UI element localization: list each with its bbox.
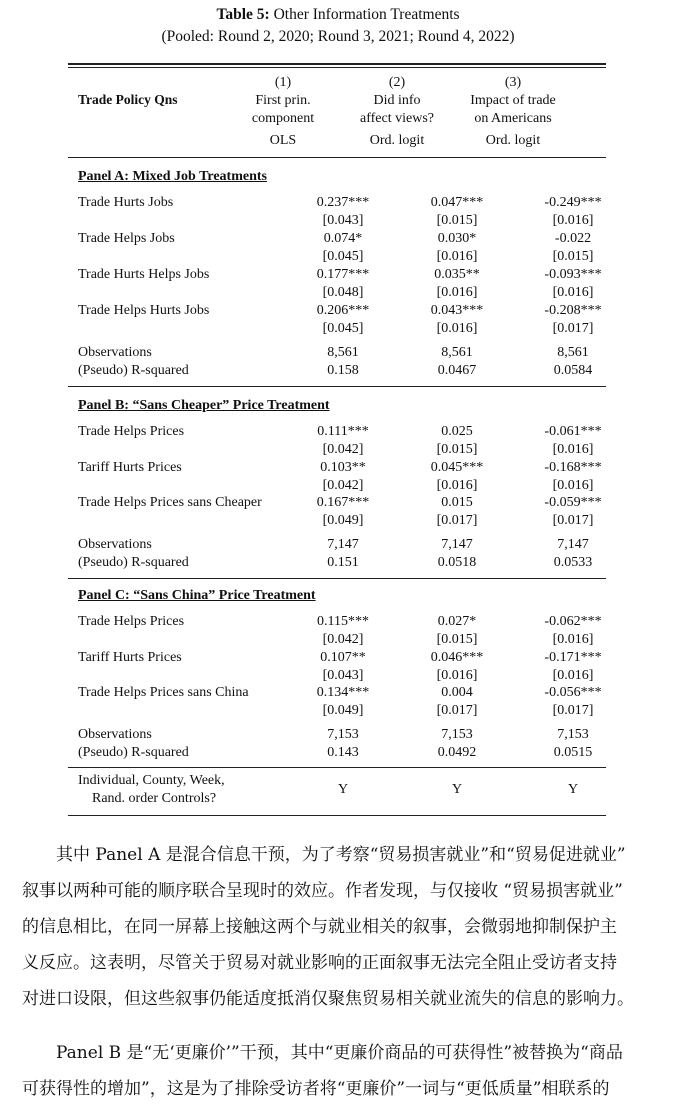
se-row bbox=[78, 212, 606, 230]
paragraph-line: 义反应。这表明，尽管关于贸易对就业影响的正面叙事无法完全阻止受访者支持 bbox=[22, 953, 617, 973]
cell: [0.043] bbox=[322, 213, 364, 228]
row-label: Observations bbox=[78, 726, 152, 742]
r2-row bbox=[78, 362, 606, 380]
cell: [0.043] bbox=[322, 667, 364, 683]
column-header-line1: Did info bbox=[373, 93, 421, 108]
coef-row bbox=[78, 230, 606, 248]
cell: 0.0467 bbox=[437, 363, 477, 378]
se-row bbox=[78, 248, 606, 266]
cell: [0.016] bbox=[552, 632, 594, 647]
se-row bbox=[78, 284, 606, 302]
se-row bbox=[78, 512, 606, 530]
coef-row bbox=[78, 684, 606, 702]
cell: -0.168*** bbox=[544, 459, 602, 475]
panel-rule bbox=[68, 578, 606, 579]
column-header bbox=[218, 74, 348, 150]
cell: 0.177*** bbox=[316, 267, 370, 282]
se-row bbox=[78, 320, 606, 338]
cell: 0.046*** bbox=[430, 649, 484, 665]
column-header-line2: component bbox=[251, 111, 315, 126]
cell: [0.042] bbox=[322, 442, 364, 457]
cell: 7,147 bbox=[441, 536, 473, 552]
cell: 0.027* bbox=[437, 614, 477, 629]
cell: [0.016] bbox=[552, 667, 594, 683]
row-label: Trade Hurts Jobs bbox=[78, 195, 174, 210]
column-header-line2: on Americans bbox=[474, 111, 552, 126]
row-label: Trade Helps Hurts Jobs bbox=[78, 303, 210, 318]
cell: [0.049] bbox=[322, 513, 364, 528]
cell: 0.004 bbox=[441, 685, 473, 700]
cell: 0.158 bbox=[327, 363, 359, 378]
top-rule bbox=[68, 63, 606, 65]
column-header-line1: First prin. bbox=[255, 93, 311, 108]
column-method: Ord. logit bbox=[369, 133, 425, 148]
cell: [0.016] bbox=[436, 667, 478, 683]
cell: 0.143 bbox=[327, 744, 359, 760]
cell: [0.017] bbox=[436, 703, 478, 718]
cell: 8,561 bbox=[557, 345, 589, 360]
cell: -0.249*** bbox=[544, 195, 602, 210]
paragraph-line: 其中 Panel A 是混合信息干预，为了考察“贸易损害就业”和“贸易促进就业” bbox=[22, 845, 626, 865]
column-header-num: (2) bbox=[388, 75, 406, 90]
coef-row bbox=[78, 194, 606, 212]
table-subtitle: (Pooled: Round 2, 2020; Round 3, 2021; Round 4, 2022) bbox=[161, 28, 515, 45]
cell: [0.016] bbox=[552, 477, 594, 493]
cell: -0.059*** bbox=[544, 495, 602, 510]
cell: 0.015 bbox=[441, 495, 473, 510]
row-label: (Pseudo) R-squared bbox=[78, 363, 189, 378]
paragraph-line: Panel B 是“无‘更廉价’”干预，其中“更廉价商品的可获得性”被替换为“商品 bbox=[22, 1043, 623, 1063]
cell: [0.016] bbox=[436, 285, 478, 300]
cell: [0.015] bbox=[436, 213, 478, 228]
cell: 0.047*** bbox=[430, 195, 484, 210]
controls-cell: Y bbox=[567, 782, 579, 797]
bottom-rule bbox=[68, 815, 606, 816]
row-label: (Pseudo) R-squared bbox=[78, 744, 189, 760]
cell: [0.045] bbox=[322, 249, 364, 264]
column-method: OLS bbox=[269, 133, 297, 148]
row-label: Trade Helps Prices sans China bbox=[78, 685, 249, 700]
controls-cell: Y bbox=[451, 782, 463, 797]
cell: [0.016] bbox=[436, 249, 478, 264]
paragraph bbox=[22, 837, 672, 1017]
se-row bbox=[78, 667, 606, 685]
se-row bbox=[78, 477, 606, 495]
column-header-line1: Impact of trade bbox=[470, 93, 556, 108]
r2-row bbox=[78, 554, 606, 572]
cell: 8,561 bbox=[441, 345, 473, 360]
cell: 7,147 bbox=[557, 536, 589, 552]
cell: 0.035** bbox=[434, 267, 480, 282]
cell: -0.061*** bbox=[544, 424, 602, 439]
row-label: Tariff Hurts Prices bbox=[78, 459, 182, 475]
coef-row bbox=[78, 423, 606, 441]
cell: -0.056*** bbox=[544, 685, 602, 700]
panel-title: Panel B: “Sans Cheaper” Price Treatment bbox=[78, 398, 330, 413]
cell: 0.151 bbox=[327, 554, 359, 570]
cell: 0.115*** bbox=[317, 614, 369, 629]
column-header bbox=[448, 74, 578, 150]
paragraph-line: 叙事以两种可能的顺序联合呈现时的效应。作者发现，与仅接收 “贸易损害就业” bbox=[22, 881, 623, 901]
cell: 0.134*** bbox=[316, 685, 370, 700]
column-header-num: (1) bbox=[274, 75, 292, 90]
paragraph-line: 的信息相比，在同一屏幕上接触这两个与就业相关的叙事，会微弱地抑制保护主 bbox=[22, 917, 617, 937]
cell: 7,153 bbox=[441, 726, 473, 742]
panel-rule bbox=[68, 386, 606, 387]
se-row bbox=[78, 702, 606, 720]
paragraph bbox=[22, 1035, 672, 1107]
table-number: Table 5: bbox=[216, 6, 270, 23]
cell: -0.171*** bbox=[544, 649, 602, 665]
row-label: Observations bbox=[78, 345, 152, 360]
cell: 0.167*** bbox=[316, 495, 370, 510]
cell: [0.042] bbox=[322, 632, 364, 647]
cell: 0.111*** bbox=[317, 424, 369, 439]
row-label: Observations bbox=[78, 536, 152, 552]
cell: 8,561 bbox=[327, 345, 359, 360]
top-rule-inner bbox=[68, 67, 606, 68]
se-row bbox=[78, 631, 606, 649]
column-method: Ord. logit bbox=[485, 133, 541, 148]
paragraph-line: 对进口设限，但这些叙事仍能适度抵消仅聚焦贸易相关就业流失的信息的影响力。 bbox=[22, 989, 634, 1009]
cell: 0.043*** bbox=[430, 303, 484, 318]
panel-rule bbox=[68, 767, 606, 768]
cell: 7,147 bbox=[327, 536, 359, 552]
cell: [0.016] bbox=[552, 213, 594, 228]
cell: -0.208*** bbox=[544, 303, 602, 318]
observations-row bbox=[78, 536, 606, 554]
cell: 0.237*** bbox=[316, 195, 370, 210]
observations-row bbox=[78, 344, 606, 362]
row-label: Trade Helps Prices sans Cheaper bbox=[78, 495, 262, 510]
cell: 0.0515 bbox=[553, 744, 593, 760]
controls-label-1: Individual, County, Week, bbox=[78, 773, 225, 788]
cell: [0.049] bbox=[322, 703, 364, 718]
r2-row bbox=[78, 744, 606, 762]
cell: [0.017] bbox=[436, 513, 478, 528]
coef-row bbox=[78, 459, 606, 477]
row-label: Trade Helps Prices bbox=[78, 614, 185, 629]
coef-row bbox=[78, 649, 606, 667]
cell: [0.016] bbox=[552, 442, 594, 457]
cell: [0.016] bbox=[436, 477, 478, 493]
cell: 7,153 bbox=[327, 726, 359, 742]
column-header-num: (3) bbox=[504, 75, 522, 90]
coef-row bbox=[78, 266, 606, 284]
cell: -0.093*** bbox=[544, 267, 602, 282]
row-label: (Pseudo) R-squared bbox=[78, 554, 189, 570]
cell: 0.025 bbox=[441, 424, 473, 439]
se-row bbox=[78, 441, 606, 459]
cell: [0.016] bbox=[436, 321, 478, 336]
controls-row bbox=[78, 772, 606, 808]
cell: -0.062*** bbox=[544, 614, 602, 629]
header-rule bbox=[68, 157, 606, 158]
controls-cell: Y bbox=[337, 782, 349, 797]
row-label: Trade Hurts Helps Jobs bbox=[78, 267, 210, 282]
cell: 0.030* bbox=[437, 231, 477, 246]
cell: [0.017] bbox=[552, 321, 594, 336]
cell: [0.016] bbox=[552, 285, 594, 300]
cell: 0.0492 bbox=[437, 744, 477, 760]
column-header-line2: affect views? bbox=[360, 111, 434, 126]
table-title bbox=[0, 6, 676, 24]
cell: [0.045] bbox=[322, 321, 364, 336]
row-label: Trade Helps Prices bbox=[78, 424, 185, 439]
paragraph-line: 可获得性的增加”，这是为了排除受访者将“更廉价”一词与“更低质量”相联系的 bbox=[22, 1079, 610, 1099]
panel-title: Panel A: Mixed Job Treatments bbox=[78, 169, 267, 184]
cell: [0.015] bbox=[436, 442, 478, 457]
row-header: Trade Policy Qns bbox=[78, 92, 178, 107]
cell: 0.045*** bbox=[430, 459, 484, 475]
coef-row bbox=[78, 302, 606, 320]
coef-row bbox=[78, 494, 606, 512]
cell: [0.042] bbox=[322, 477, 364, 493]
panel-title: Panel C: “Sans China” Price Treatment bbox=[78, 588, 316, 603]
cell: [0.015] bbox=[436, 632, 478, 647]
cell: 0.0584 bbox=[553, 363, 593, 378]
cell: [0.017] bbox=[552, 513, 594, 528]
cell: 0.206*** bbox=[316, 303, 370, 318]
cell: -0.022 bbox=[554, 231, 592, 246]
cell: 0.074* bbox=[323, 231, 363, 246]
cell: [0.015] bbox=[552, 249, 594, 264]
row-label: Trade Helps Jobs bbox=[78, 231, 175, 246]
row-label: Tariff Hurts Prices bbox=[78, 649, 182, 665]
cell: 0.107** bbox=[320, 649, 366, 665]
column-header bbox=[332, 74, 462, 150]
table-title-text: Other Information Treatments bbox=[273, 6, 460, 23]
coef-row bbox=[78, 613, 606, 631]
cell: [0.017] bbox=[552, 703, 594, 718]
cell: 0.0533 bbox=[553, 554, 593, 570]
controls-label-2: Rand. order Controls? bbox=[92, 791, 217, 806]
cell: 7,153 bbox=[557, 726, 589, 742]
observations-row bbox=[78, 726, 606, 744]
cell: [0.048] bbox=[322, 285, 364, 300]
cell: 0.0518 bbox=[437, 554, 477, 570]
cell: 0.103** bbox=[320, 459, 366, 475]
